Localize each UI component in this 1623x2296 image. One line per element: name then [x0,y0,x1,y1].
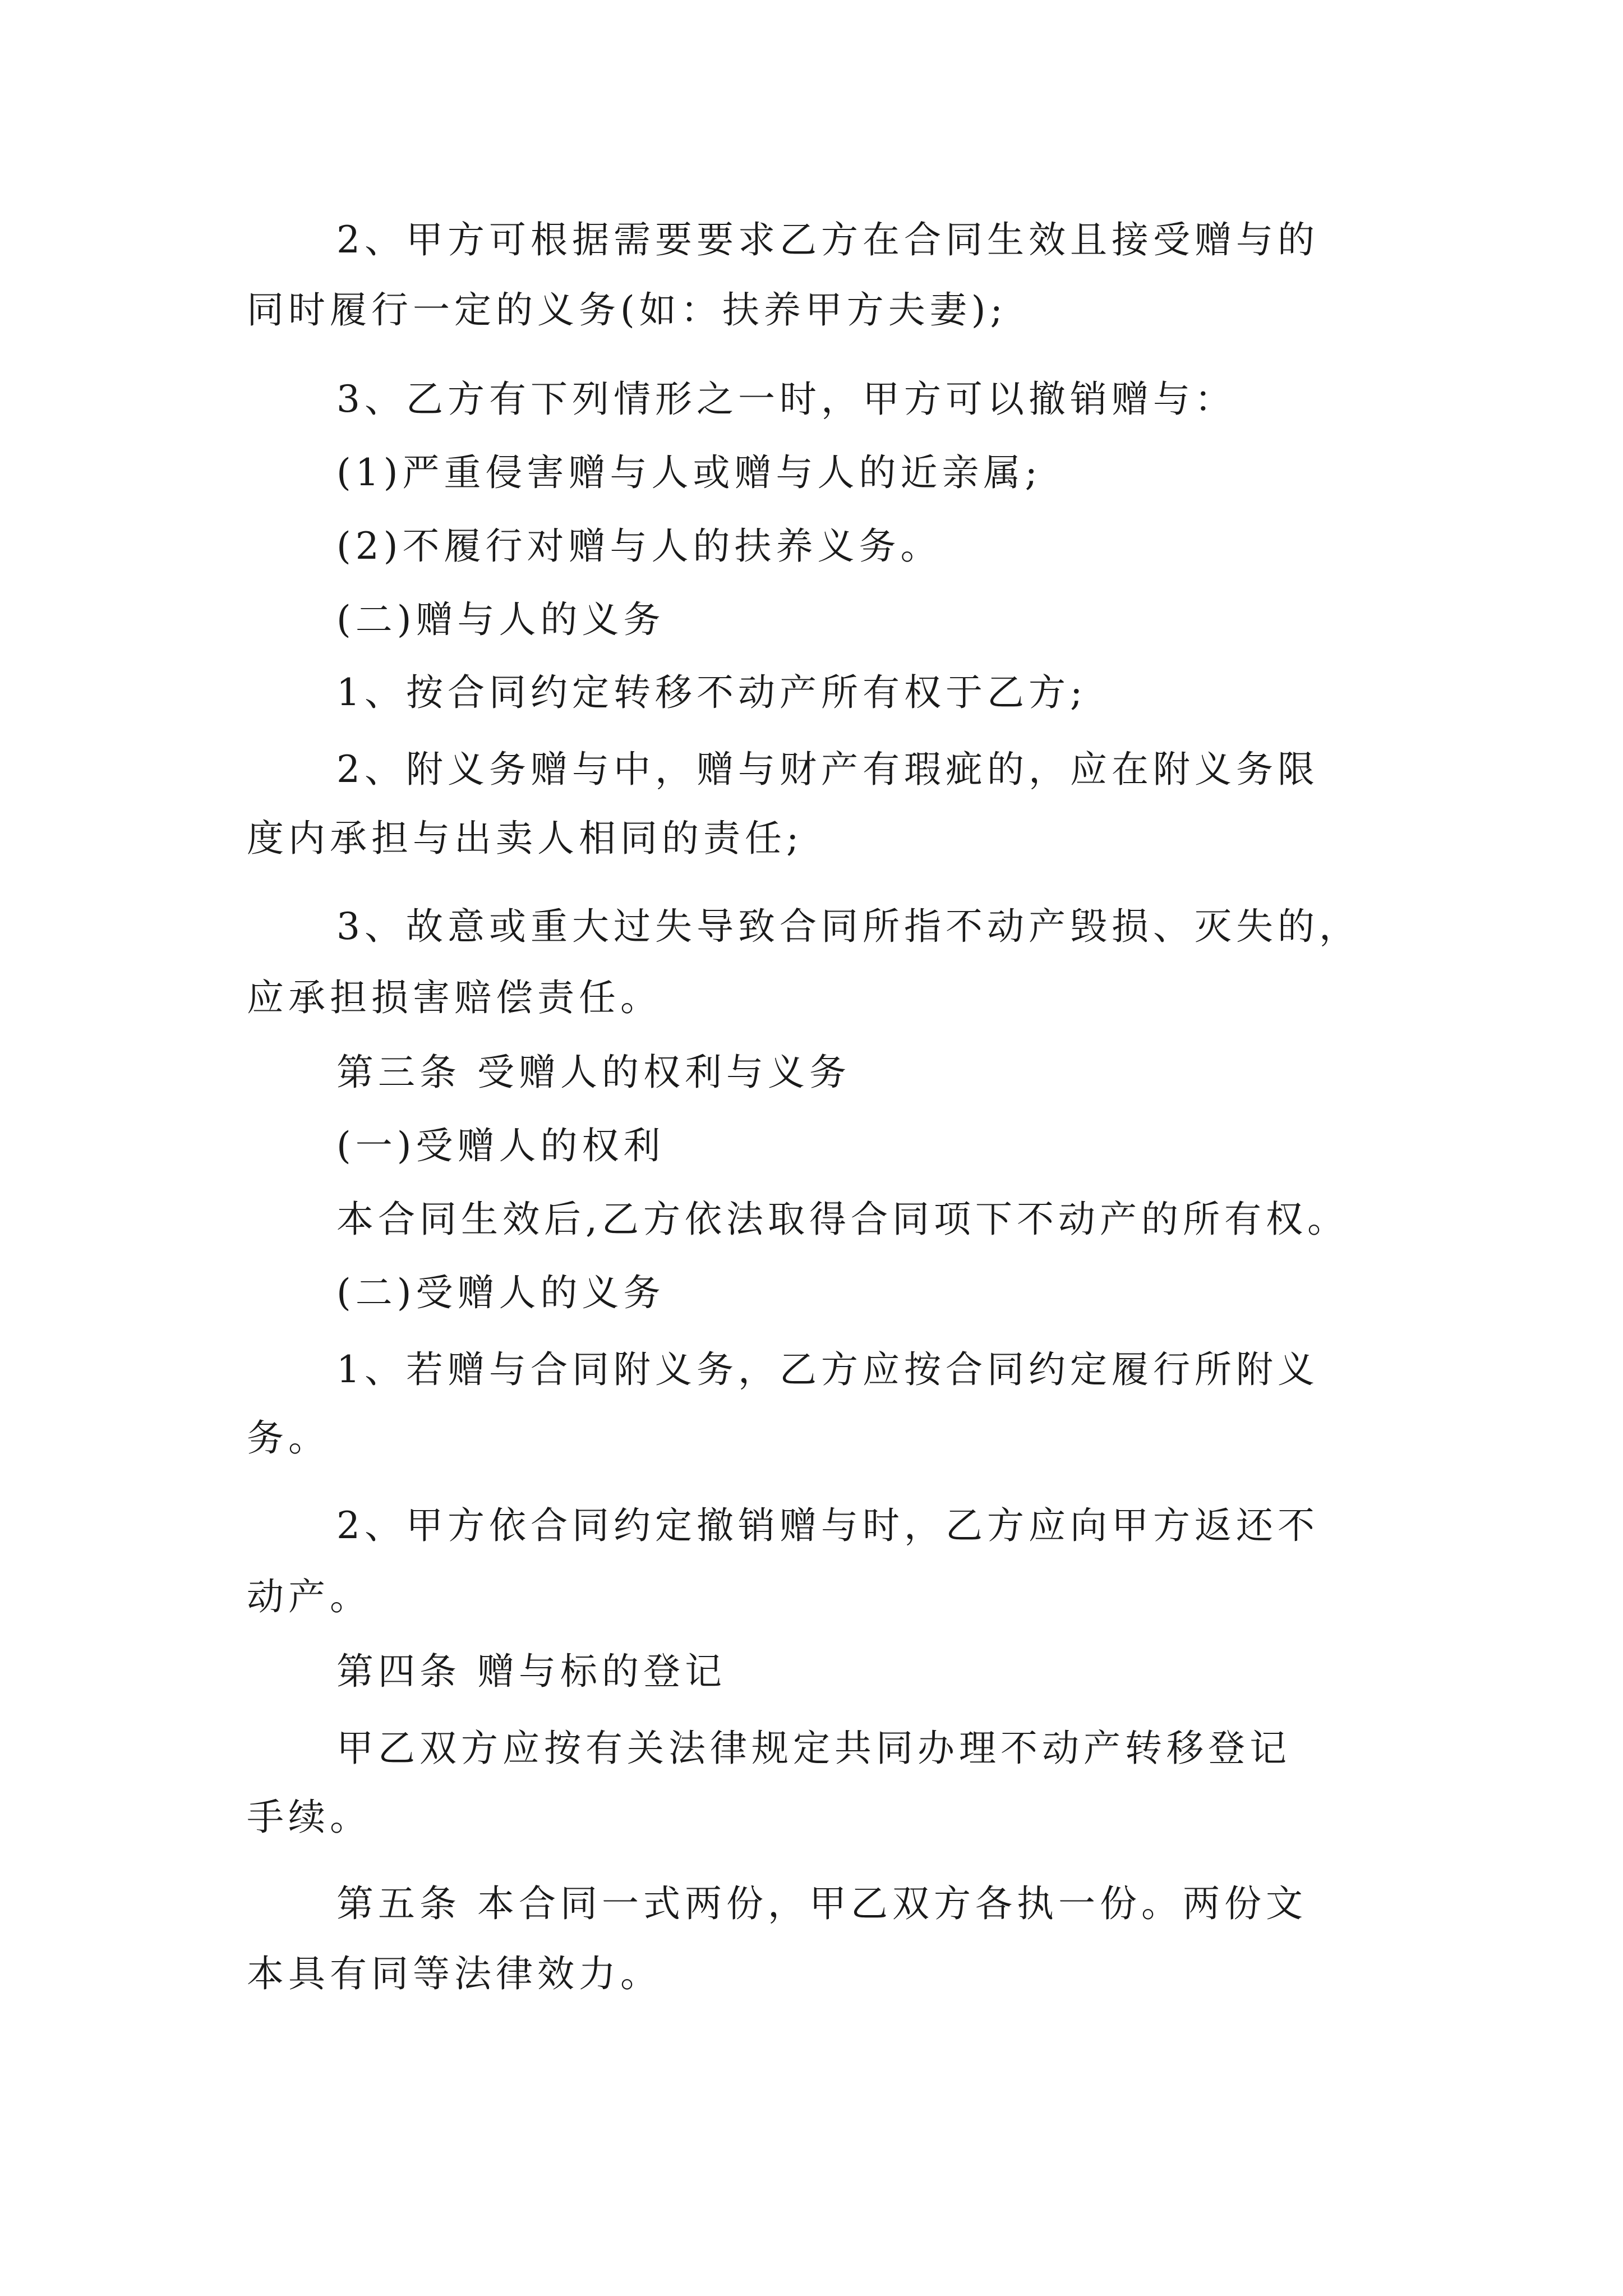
subsection-heading: (二)受赠人的义务 [336,1271,665,1314]
paragraph-line: 同时履行一定的义务(如：扶养甲方夫妻); [247,288,1007,332]
paragraph-line: 甲乙双方应按有关法律规定共同办理不动产转移登记 [336,1727,1291,1770]
paragraph-line: (1)严重侵害赠与人或赠与人的近亲属; [336,451,1042,494]
subsection-heading: (一)受赠人的权利 [336,1124,665,1167]
paragraph-line: 度内承担与出卖人相同的责任; [247,817,804,860]
section-heading: 第四条 赠与标的登记 [336,1650,726,1693]
paragraph-line: 2、甲方可根据需要要求乙方在合同生效且接受赠与的 [336,218,1319,261]
paragraph-line: 本具有同等法律效力。 [247,1952,662,1995]
paragraph-line: 3、乙方有下列情形之一时，甲方可以撤销赠与： [336,378,1236,421]
paragraph-line: 2、附义务赠与中，赠与财产有瑕疵的，应在附义务限 [336,748,1319,791]
paragraph-line: 3、故意或重大过失导致合同所指不动产毁损、灭失的， [336,905,1361,948]
paragraph-line: 手续。 [247,1796,371,1839]
paragraph-line: 动产。 [247,1575,371,1618]
paragraph-line: (二)赠与人的义务 [336,598,665,641]
paragraph-line: 应承担损害赔偿责任。 [247,976,662,1019]
section-heading: 第三条 受赠人的权利与义务 [336,1051,851,1094]
paragraph-line: 1、按合同约定转移不动产所有权于乙方; [336,671,1087,714]
paragraph-line: (2)不履行对赠与人的扶养义务。 [336,524,942,568]
paragraph-line: 本合同生效后,乙方依法取得合同项下不动产的所有权。 [336,1198,1349,1241]
paragraph-line: 1、若赠与合同附义务，乙方应按合同约定履行所附义 [336,1348,1319,1391]
section-heading: 第五条 本合同一式两份，甲乙双方各执一份。两份文 [336,1882,1307,1925]
paragraph-line: 务。 [247,1416,330,1460]
paragraph-line: 2、甲方依合同约定撤销赠与时，乙方应向甲方返还不 [336,1504,1319,1547]
